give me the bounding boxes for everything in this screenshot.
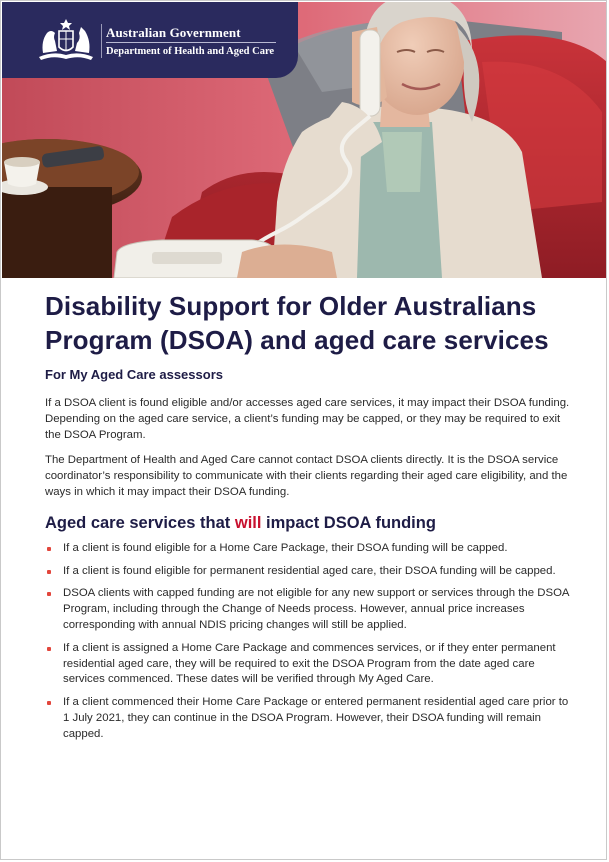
government-rule xyxy=(106,42,276,43)
section-heading-emphasis: will xyxy=(234,513,262,532)
list-item xyxy=(45,564,575,580)
list-item-text: DSOA clients with capped funding are not eligible for any new support or services through the DSOA Program, including through the Change of Needs process. However, annual price increases corresponding with annual NDIS pricing changes will still be applied. xyxy=(63,587,569,631)
list-item xyxy=(45,695,575,742)
impact-bullet-list xyxy=(45,541,575,743)
section-heading xyxy=(45,514,575,533)
bullet-icon xyxy=(47,592,51,596)
list-item xyxy=(45,586,575,633)
intro-paragraph: The Department of Health and Aged Care cannot contact DSOA clients directly. It is the DSOA service coordinator’s responsibility to communicate with their clients regarding their aged care eligibility, and the ways in which it may impact their DSOA funding. xyxy=(45,454,568,498)
government-name: Australian Government xyxy=(106,25,241,40)
page-subtitle: For My Aged Care assessors xyxy=(45,367,223,382)
bullet-icon xyxy=(47,570,51,574)
document-content xyxy=(45,289,575,750)
bullet-icon xyxy=(47,701,51,705)
intro-paragraph: If a DSOA client is found eligible and/or accesses aged care services, it may impact their DSOA funding. Depending on the aged care service, a client’s funding may be capped, or they may be required to exit the DSOA Program. xyxy=(45,397,570,441)
list-item xyxy=(45,641,575,688)
coat-of-arms-icon xyxy=(35,17,97,63)
bullet-icon xyxy=(47,547,51,551)
section-heading-after: impact DSOA funding xyxy=(261,513,436,532)
list-item-text: If a client is assigned a Home Care Package and commences services, or if they enter permanent residential aged care, they will be required to exit the DSOA Program from the date aged care services commenced. These dates will be verified through My Aged Care. xyxy=(63,641,556,686)
section-heading-before: Aged care services that xyxy=(45,513,235,532)
list-item-text: If a client is found eligible for permanent residential aged care, their DSOA funding will be capped. xyxy=(63,564,556,577)
page-title: Disability Support for Older Australians Program (DSOA) and aged care services xyxy=(45,291,549,355)
government-banner xyxy=(2,2,298,78)
list-item-text: If a client commenced their Home Care Package or entered permanent residential aged care prior to 1 July 2021, they can continue in the DSOA Program. However, their DSOA funding will remain capped. xyxy=(63,696,569,740)
bullet-icon xyxy=(47,647,51,651)
department-name: Department of Health and Aged Care xyxy=(106,46,275,57)
list-item-text: If a client is found eligible for a Home Care Package, their DSOA funding will be capped. xyxy=(63,541,508,554)
list-item xyxy=(45,541,575,557)
banner-divider xyxy=(101,24,102,58)
